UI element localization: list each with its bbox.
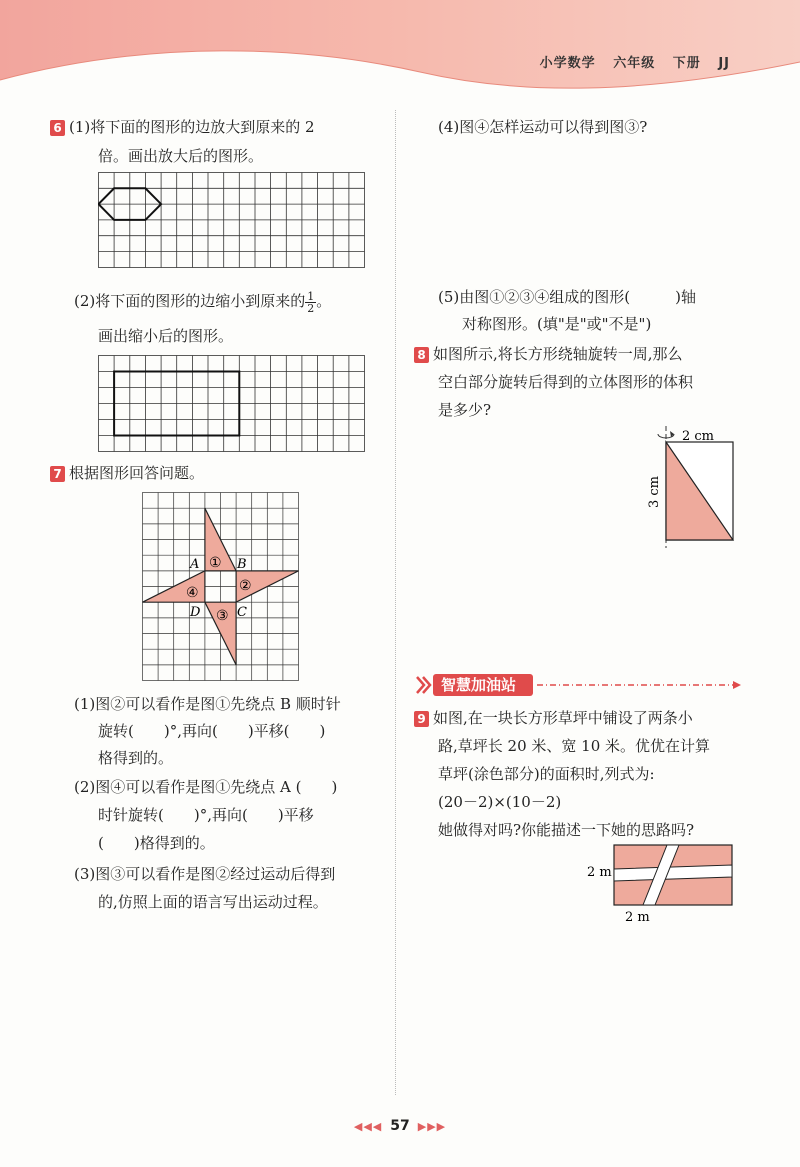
q7-title: 根据图形回答问题。 <box>69 464 205 482</box>
q9-line2: 路,草坪长 20 米、宽 10 米。优优在计算 <box>438 737 711 755</box>
q9-formula: (20－2)×(10－2) <box>438 793 562 811</box>
q7-point-D: D <box>190 605 201 620</box>
column-divider <box>395 110 396 1095</box>
q6-part2-line2: 画出缩小后的图形。 <box>98 327 234 345</box>
q9-line5: 她做得对吗?你能描述一下她的思路吗? <box>438 821 695 839</box>
q9-road-h-label: 2 m <box>587 865 612 880</box>
q7-s5-l1[interactable]: (5)由图①②③④组成的图形( )轴 <box>438 288 696 306</box>
q6-grid-2[interactable] <box>98 355 366 453</box>
q9-badge: 9 <box>414 711 429 727</box>
q8-width-label: 2 cm <box>682 429 715 444</box>
q8-height-label: 3 cm <box>647 475 662 508</box>
page-number-value: 57 <box>390 1118 410 1134</box>
next-arrows: ▶▶▶ <box>417 1120 447 1133</box>
q6-fraction <box>305 291 316 314</box>
prev-arrows: ◀◀◀ <box>353 1120 383 1133</box>
q6-fraction-den: 2 <box>307 301 315 315</box>
header-edition: JJ <box>718 56 730 71</box>
q6-part1-line2: 倍。画出放大后的图形。 <box>98 147 264 165</box>
q7-label-2: ② <box>239 578 252 594</box>
q8-line3: 是多少? <box>438 401 492 419</box>
q8-figure <box>640 422 750 552</box>
q7-s4: (4)图④怎样运动可以得到图③? <box>438 118 648 136</box>
q7-s2-l1[interactable]: (2)图④可以看作是图①先绕点 A ( ) <box>74 778 338 796</box>
q7-badge: 7 <box>50 466 65 482</box>
header-info <box>528 52 730 71</box>
q9-lawn-figure <box>585 842 735 926</box>
q9-road-w-label: 2 m <box>625 910 650 925</box>
q7-title-line <box>50 461 204 485</box>
page-number <box>0 1118 800 1134</box>
q8-badge: 8 <box>414 347 429 363</box>
header-grade: 六年级 <box>613 56 656 71</box>
header-subject: 小学数学 <box>539 56 596 71</box>
q8-text1: 如图所示,将长方形绕轴旋转一周,那么 <box>433 345 683 363</box>
q7-s5-l2: 对称图形。(填"是"或"不是") <box>462 315 652 333</box>
q7-label-1: ① <box>209 555 222 571</box>
q6-part2-line1 <box>74 286 331 316</box>
q9-line1 <box>414 704 693 732</box>
q7-s2-l2[interactable]: 时针旋转( )°,再向( )平移 <box>98 806 314 824</box>
section-banner <box>415 673 745 697</box>
q6-fraction-num: 1 <box>307 289 315 303</box>
q7-star-figure <box>142 492 300 682</box>
q7-s1-l1: (1)图②可以看作是图①先绕点 B 顺时针 <box>74 695 341 713</box>
q8-line1 <box>414 340 683 368</box>
q9-text1: 如图,在一块长方形草坪中铺设了两条小 <box>433 709 693 727</box>
q7-s2-l3[interactable]: ( )格得到的。 <box>98 834 215 852</box>
q6-part1-line1 <box>50 115 315 139</box>
q7-point-C: C <box>237 605 247 620</box>
q7-s1-l3: 格得到的。 <box>98 749 174 767</box>
q6-p2-suffix: 。 <box>316 292 332 310</box>
q6-p2-text: (2)将下面的图形的边缩小到原来的 <box>74 292 306 310</box>
q8-line2: 空白部分旋转后得到的立体图形的体积 <box>438 373 694 391</box>
q7-s3-l2: 的,仿照上面的语言写出运动过程。 <box>98 893 328 911</box>
q7-label-3: ③ <box>216 608 229 624</box>
q7-point-B: B <box>237 557 247 572</box>
q6-p1-text: (1)将下面的图形的边放大到原来的 2 <box>69 118 315 136</box>
q7-label-4: ④ <box>186 585 199 601</box>
q6-badge: 6 <box>50 120 65 136</box>
q9-line3: 草坪(涂色部分)的面积时,列式为: <box>438 765 655 783</box>
q6-grid-1[interactable] <box>98 172 366 269</box>
banner-title: 智慧加油站 <box>441 676 517 694</box>
q7-s1-l2[interactable]: 旋转( )°,再向( )平移( ) <box>98 722 326 740</box>
q7-point-A: A <box>190 557 200 572</box>
header-volume: 下册 <box>672 56 701 71</box>
q7-s3-l1: (3)图③可以看作是图②经过运动后得到 <box>74 865 336 883</box>
